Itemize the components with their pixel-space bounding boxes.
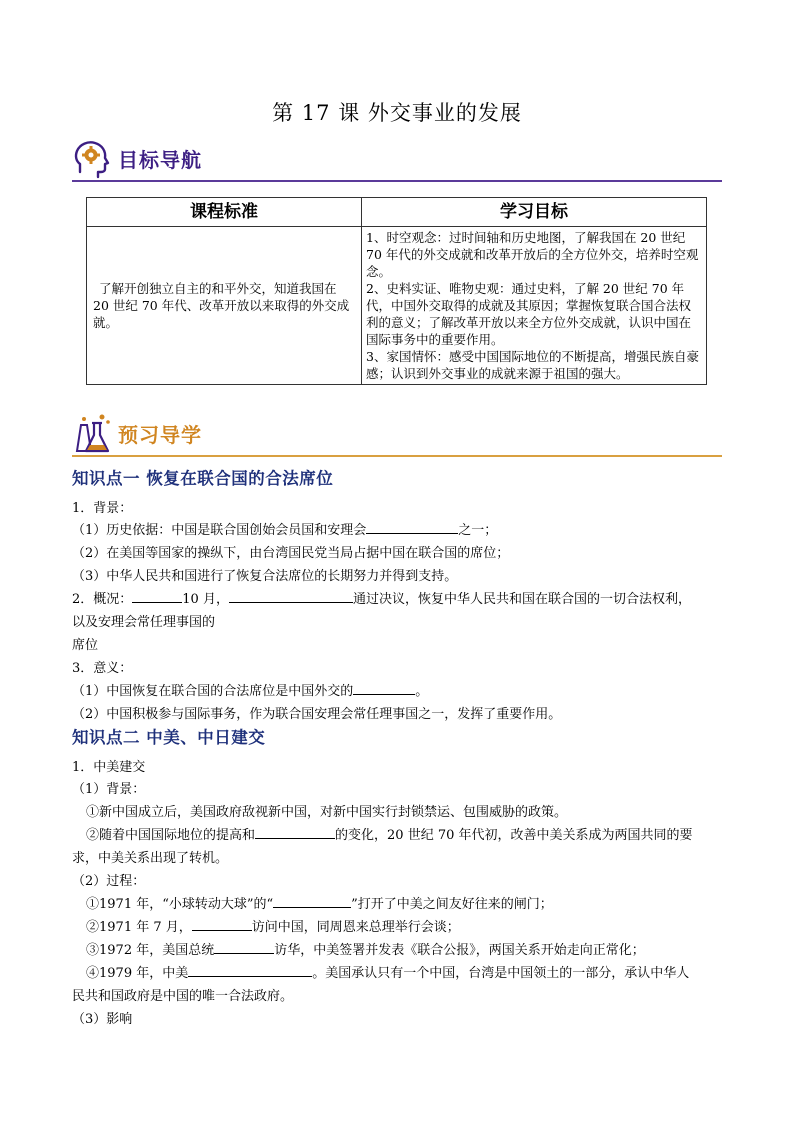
page-title: 第 17 课 外交事业的发展 xyxy=(272,101,522,125)
text-line: （1）背景： xyxy=(72,782,146,797)
text-line: 席位 xyxy=(72,638,99,653)
text-line: 以及安理会常任理事国的 xyxy=(72,615,216,630)
fill-blank[interactable] xyxy=(366,521,458,534)
text-fragment: 的变化，20 世纪 70 年代初，改善中美关系成为两国共同的要 xyxy=(335,828,693,843)
text-line xyxy=(72,680,428,699)
text-fragment: 通过决议，恢复中华人民共和国在联合国的一切合法权利， xyxy=(352,592,691,607)
learning-objectives-cell xyxy=(362,227,707,385)
text-fragment: （1）历史依据：中国是联合国创始会员国和安理会 xyxy=(72,523,367,538)
knowledge-point-1-heading: 知识点一 恢复在联合国的合法席位 xyxy=(72,469,334,488)
objective-item: 3、家国情怀：感受中国国际地位的不断提高，增强民族自豪感；认识到外交事业的成就来源于祖国的强大。 xyxy=(366,349,699,381)
course-standard-cell xyxy=(87,227,362,385)
course-standard-text: 了解开创独立自主的和平外交，知道我国在 20 世纪 70 年代、改革开放以来取得的外交成就。 xyxy=(93,281,350,330)
fill-blank[interactable] xyxy=(229,590,353,603)
fill-blank[interactable] xyxy=(132,590,182,603)
text-line: （2）在美国等国家的操纵下，由台湾国民党当局占据中国在联合国的席位； xyxy=(72,546,510,561)
knowledge-point-2-heading: 知识点二 中美、中日建交 xyxy=(72,728,266,747)
text-line: （2）过程： xyxy=(72,874,146,889)
fill-blank[interactable] xyxy=(273,895,351,908)
text-fragment: 访华，中美签署并发表《联合公报》，两国关系开始走向正常化； xyxy=(274,943,645,958)
text-fragment: 访问中国，同周恩来总理举行会谈； xyxy=(251,920,460,935)
fill-blank[interactable] xyxy=(353,682,415,695)
text-line xyxy=(86,962,689,981)
flask-icon xyxy=(72,413,114,455)
fill-blank[interactable] xyxy=(214,941,274,954)
fill-blank[interactable] xyxy=(192,918,252,931)
text-line: ①新中国成立后，美国政府敌视新中国，对新中国实行封锁禁运、包围威胁的政策。 xyxy=(86,805,568,820)
text-line xyxy=(72,519,497,538)
section-label-preview: 预习导学 xyxy=(118,423,202,447)
text-line: 3．意义： xyxy=(72,661,133,676)
fill-blank[interactable] xyxy=(255,826,335,839)
table-header-standard: 课程标准 xyxy=(87,198,362,227)
text-line: 1．背景： xyxy=(72,501,133,516)
text-fragment: ①1971 年，“小球转动大球”的“ xyxy=(86,897,274,912)
brain-gear-icon xyxy=(72,138,114,180)
text-line xyxy=(86,939,645,958)
text-line xyxy=(72,588,691,607)
text-fragment: 之一； xyxy=(458,523,498,538)
text-line xyxy=(86,893,553,912)
text-fragment: （1）中国恢复在联合国的合法席位是中国外交的 xyxy=(72,684,354,699)
goals-table xyxy=(86,197,707,385)
text-line xyxy=(86,824,693,843)
text-line xyxy=(86,916,460,935)
text-line: 1．中美建交 xyxy=(72,760,146,775)
fill-blank[interactable] xyxy=(188,964,312,977)
text-line: （3）中华人民共和国进行了恢复合法席位的长期努力并得到支持。 xyxy=(72,569,458,584)
text-fragment: ③1972 年，美国总统 xyxy=(86,943,215,958)
section-header-preview xyxy=(72,413,722,457)
objective-item: 1、时空观念：过时间轴和历史地图，了解我国在 20 世纪 70 年代的外交成就和改革开放后的全方位外交，培养时空观念。 xyxy=(366,230,699,279)
text-fragment: 10 月， xyxy=(182,592,229,607)
text-line: 求，中美关系出现了转机。 xyxy=(72,851,229,866)
text-line: （3）影响 xyxy=(72,1012,133,1027)
text-fragment: 2．概况： xyxy=(72,592,133,607)
text-fragment: ②1971 年 7 月， xyxy=(86,920,192,935)
text-fragment: 。美国承认只有一个中国，台湾是中国领土的一部分，承认中华人 xyxy=(312,966,690,981)
section-label-goals: 目标导航 xyxy=(118,148,202,172)
text-fragment: ”打开了中美之间友好往来的闸门； xyxy=(351,897,553,912)
objective-item: 2、史料实证、唯物史观：通过史料，了解 20 世纪 70 年代，中国外交取得的成就及其原因；掌握恢复联合国合法权利的意义；了解改革开放以来全方位外交成就，认识中国在国际事务中的重要作用。 xyxy=(366,281,692,347)
section-divider xyxy=(72,455,722,457)
section-header-goals xyxy=(72,138,722,182)
text-fragment: 。 xyxy=(415,684,429,699)
section-divider xyxy=(72,180,722,182)
text-fragment: ④1979 年，中美 xyxy=(86,966,189,981)
text-fragment: ②随着中国国际地位的提高和 xyxy=(86,828,256,843)
text-line: 民共和国政府是中国的唯一合法政府。 xyxy=(72,989,294,1004)
table-header-objectives: 学习目标 xyxy=(362,198,707,227)
text-line: （2）中国积极参与国际事务，作为联合国安理会常任理事国之一，发挥了重要作用。 xyxy=(72,707,562,722)
